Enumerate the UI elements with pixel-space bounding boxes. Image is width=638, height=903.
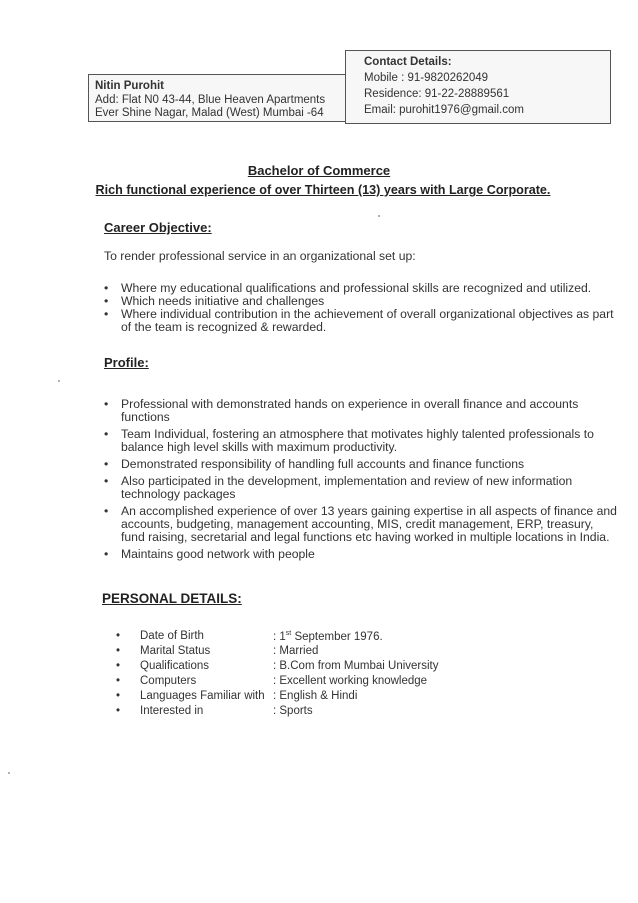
list-item: • Demonstrated responsibility of handling full accounts and finance functions	[104, 457, 525, 471]
detail-value: : 1st September 1976.	[273, 630, 383, 643]
detail-value: : B.Com from Mumbai University	[273, 660, 439, 672]
list-item-text: Demonstrated responsibility of handling full accounts and finance functions	[121, 457, 525, 471]
degree-text: Bachelor of Commerce	[247, 163, 391, 178]
list-item: • Maintains good network with people	[104, 547, 315, 561]
list-item: • Team Individual, fostering an atmosphere that motivates highly talented professionals to balance high level skills with maximum productivity.	[104, 427, 594, 454]
scan-speck	[8, 772, 10, 774]
profile-list	[104, 398, 618, 561]
bullet: •	[116, 690, 121, 702]
career-objective-heading: Career Objective:	[104, 220, 212, 235]
detail-value: : English & Hindi	[273, 690, 358, 702]
list-item-text: Team Individual, fostering an atmosphere that motivates highly talented professionals to balance high level skills with maximum productivity.	[121, 427, 594, 454]
list-item: • Where my educational qualifications and professional skills are recognized and utilized.	[104, 281, 592, 295]
contact-title: Contact Details:	[364, 56, 452, 68]
profile-heading: Profile:	[104, 355, 149, 370]
bullet: •	[116, 645, 121, 657]
candidate-name: Nitin Purohit	[95, 80, 164, 92]
bullet: •	[116, 675, 121, 687]
email-address: Email: purohit1976@gmail.com	[364, 104, 524, 116]
experience-title	[4, 183, 638, 197]
bullet: •	[116, 705, 121, 717]
list-item: • Professional with demonstrated hands on experience in overall finance and accounts functions	[104, 397, 579, 424]
list-item-text: Where my educational qualifications and professional skills are recognized and utilized.	[121, 281, 592, 295]
bullet: •	[116, 660, 121, 672]
detail-label: Interested in	[140, 705, 204, 717]
address-line-2: Ever Shine Nagar, Malad (West) Mumbai -64	[95, 107, 324, 119]
list-item-text: An accomplished experience of over 13 years gaining expertise in all aspects of finance and accounts, budgeting, management accounting, MIS, credit management, ERP, treasury, fund raising, secretarial and legal functions etc having worked in multiple locations in India.	[121, 504, 617, 544]
career-objective-intro: To render professional service in an organizational set up:	[104, 249, 416, 263]
mobile-number: Mobile : 91-9820262049	[364, 72, 489, 84]
bullet: •	[116, 630, 121, 642]
list-item-text: Professional with demonstrated hands on experience in overall finance and accounts functions	[121, 397, 579, 424]
detail-label: Computers	[140, 675, 197, 687]
detail-label: Marital Status	[140, 645, 211, 657]
detail-value: : Sports	[273, 705, 313, 717]
residence-number: Residence: 91-22-28889561	[364, 88, 510, 100]
career-objective-list	[104, 282, 616, 334]
detail-value: : Married	[273, 645, 319, 657]
experience-text: Rich functional experience of over Thirteen (13) years with Large Corporate.	[95, 183, 551, 197]
detail-label: Languages Familiar with	[140, 690, 265, 702]
name-address-box	[88, 74, 347, 122]
scan-speck	[378, 215, 380, 217]
list-item: • Which needs initiative and challenges	[104, 294, 325, 308]
list-item-text: Also participated in the development, implementation and review of new information technology packages	[121, 474, 573, 501]
list-item: • Where individual contribution in the achievement of overall organizational objectives as part of the team is recognized & rewarded.	[104, 307, 614, 334]
personal-details-heading: PERSONAL DETAILS:	[102, 591, 242, 606]
address-line-1: Add: Flat N0 43-44, Blue Heaven Apartments	[95, 94, 326, 106]
detail-label: Qualifications	[140, 660, 210, 672]
list-item-text: Maintains good network with people	[121, 547, 315, 561]
list-item: • Also participated in the development, implementation and review of new information technology packages	[104, 474, 573, 501]
detail-value: : Excellent working knowledge	[273, 675, 428, 687]
detail-label: Date of Birth	[140, 630, 204, 642]
contact-details-box	[345, 50, 611, 124]
scan-speck	[58, 380, 60, 382]
list-item: • An accomplished experience of over 13 years gaining expertise in all aspects of finance and accounts, budgeting, management accounting, MIS, credit management, ERP, treasury, fund raising, secretarial and legal functions etc having worked in multiple locations in India.	[104, 504, 617, 544]
degree-title	[0, 163, 638, 178]
list-item-text: Where individual contribution in the achievement of overall organizational objectives as part of the team is recognized & rewarded.	[121, 307, 614, 334]
list-item-text: Which needs initiative and challenges	[121, 294, 325, 308]
